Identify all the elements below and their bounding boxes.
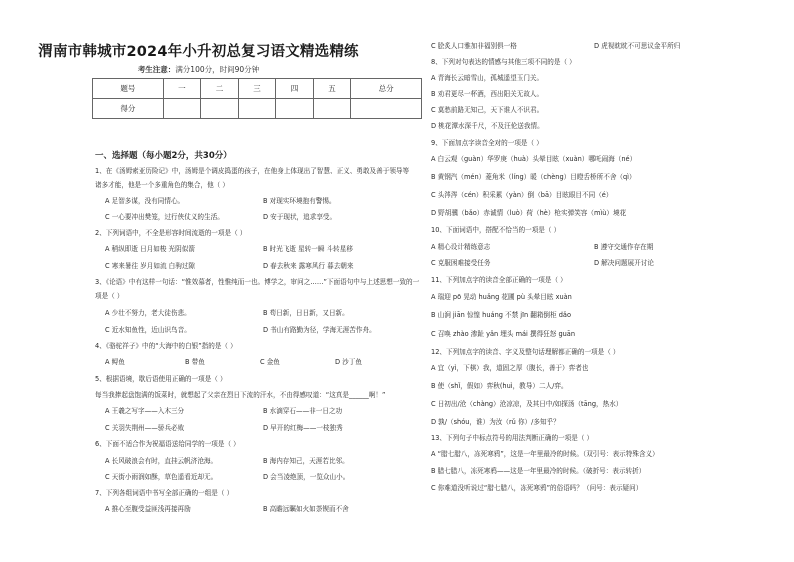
question-stem: 项是（ ） <box>95 292 124 300</box>
answer-option[interactable]: B 水滴穿石——非一日之功 <box>263 407 343 415</box>
answer-option[interactable]: C 头涔涔（cén）积采累（yàn）倒（bā）目眩眼目不同（é） <box>431 191 613 199</box>
answer-option[interactable]: C 莫愁前路无知己，天下谁人不识君。 <box>431 106 544 114</box>
score-input-cell[interactable] <box>163 99 201 119</box>
answer-option[interactable]: C 天街小雨润如酥，草色遥看近却无。 <box>105 473 218 481</box>
answer-option[interactable]: A 少壮不努力，老大徒伤悲。 <box>105 309 191 317</box>
answer-option[interactable]: B 苟日新，日日新，又日新。 <box>263 309 349 317</box>
page-title: 渭南市韩城市2024年小升初总复习语文精选精练 <box>38 44 359 60</box>
question-stem: 6、下面不适合作为祝福语送给同学的一项是（ ） <box>95 440 240 448</box>
score-input-cell[interactable] <box>313 99 351 119</box>
answer-option[interactable]: A 白云观（guàn）华罗庚（huà）头晕目眩（xuàn）哪吒闹海（né） <box>431 155 637 163</box>
answer-option[interactable]: C 近水知鱼性，近山识鸟音。 <box>105 326 191 334</box>
answer-option[interactable]: B 劝君更尽一杯酒，西出阳关无故人。 <box>431 90 544 98</box>
score-table-score-row <box>93 99 422 119</box>
answer-option[interactable]: C 克服困难接受任务 <box>431 259 491 267</box>
question-stem: 4、《骆驼祥子》中的“大海中的白银”指的是（ ） <box>95 342 237 350</box>
score-cell: 三 <box>238 79 276 99</box>
answer-option[interactable]: C 日初出/沧（chàng）沧凉凉，及其日中/如探汤（tāng，热水） <box>431 400 623 408</box>
answer-option[interactable]: A 长风破浪会有时，直挂云帆济沧海。 <box>105 457 218 465</box>
answer-option[interactable]: D 春去秋来 露寒风行 暮去朝来 <box>263 262 354 270</box>
score-cell: 得分 <box>93 99 164 119</box>
answer-option[interactable]: B 黄钢汽（mén）菱角米（líng）暖（chèng）目瞪舌桥所不舍（qì） <box>431 173 636 181</box>
answer-option[interactable]: A 王羲之写字——入木三分 <box>105 407 185 415</box>
answer-option[interactable]: A 精心设计精练意志 <box>431 243 491 251</box>
answer-option[interactable]: B 对现实环境抱有警惕。 <box>263 197 336 205</box>
question-stem: 2、下列词语中，不全是形容时间流逝的一项是（ ） <box>95 229 247 237</box>
answer-option[interactable]: A 青海长云暗雪山，孤城遥望玉门关。 <box>431 74 544 82</box>
answer-option[interactable]: A 瑞迎 pō 晃动 huǎng 花圃 pù 头晕目眩 xuàn <box>431 293 572 301</box>
question-stem: 1、在《汤姆索亚历险记》中，汤姆是个调皮捣蛋的孩子，在他身上体现出了智慧、正义、勇敢及善于领导等 <box>95 167 410 175</box>
answer-option[interactable]: A 稍纵即逝 日月如梭 光阴似箭 <box>105 245 195 253</box>
answer-option[interactable]: A 足智多谋，没有同情心。 <box>105 197 185 205</box>
answer-option[interactable]: B 使（shǐ，假如）弈秋(huì，教导）二人/弈。 <box>431 382 568 390</box>
answer-option[interactable]: D 桃花潭水深千尺，不及汪伦送我情。 <box>431 122 544 130</box>
question-stem: 3、《论语》中有这样一句话：“惟效慕者，性惟纯而一也。博学之，审问之……”下面语句中与上述思想一致的一 <box>95 278 420 286</box>
answer-option[interactable]: D 早开的红梅——一枝独秀 <box>263 424 343 432</box>
score-cell: 题号 <box>93 79 164 99</box>
answer-option[interactable]: D 会当凌绝顶，一览众山小。 <box>263 473 350 481</box>
exam-notice <box>0 64 397 75</box>
answer-option[interactable]: D 野胡骥（bǎo）赤诚情（luò）荷（hè）枪实弹笑容（mìù）境花 <box>431 209 627 217</box>
answer-option[interactable]: A “腊七腊八，冻死寒鸦”，这是一年里最冷的时候。（双引号：表示特殊含义） <box>431 450 659 458</box>
notice-label: 考生注意： <box>137 65 176 74</box>
question-stem: 11、下列加点字的读音全部正确的一项是（ ） <box>431 276 567 284</box>
question-stem: 12、下列加点字的读音、字义及整句话理解都正确的一项是（ ） <box>431 348 620 356</box>
answer-option[interactable]: D 孰/（shóu，谁）为汝（rǔ 你）/多知乎？ <box>431 418 560 426</box>
question-stem: 5、根据语境，歇后语使用正确的一项是（ ） <box>95 375 227 383</box>
question-stem: 13、下列句子中标点符号的用法判断正确的一项是（ ） <box>431 434 594 442</box>
score-table-header-row <box>93 79 422 99</box>
question-stem: 10、下面词语中，搭配不恰当的一项是（ ） <box>431 226 561 234</box>
question-stem: 9、下面加点字读音全对的一项是（ ） <box>431 139 543 147</box>
score-cell: 二 <box>201 79 239 99</box>
answer-option[interactable]: C 召唤 zhào 渗趾 yǎn 埋头 mái 撰得狂怒 guān <box>431 330 576 338</box>
score-cell: 四 <box>276 79 314 99</box>
score-input-cell[interactable] <box>238 99 276 119</box>
score-cell: 总分 <box>351 79 422 99</box>
answer-option[interactable]: C 关羽失荆州——骄兵必败 <box>105 424 185 432</box>
answer-option[interactable]: C 寒来暑往 岁月如流 白驹过隙 <box>105 262 196 270</box>
answer-option[interactable]: B 带鱼 <box>185 358 205 366</box>
question-stem: 诸多才能，他是一个多重角色的集合，他（ ） <box>95 181 229 189</box>
question-stem: 每当我捧起盘饱满的饭菜时，就想起了父亲在烈日下流的汗水，不由得感叹道：“这真是______啊！” <box>95 391 386 399</box>
score-cell: 一 <box>163 79 201 99</box>
question-stem: 8、下列对句表达的情感与其他三项不同的是（ ） <box>431 58 576 66</box>
answer-option[interactable]: B 时光飞逝 星转一瞬 斗转星移 <box>263 245 353 253</box>
score-cell: 五 <box>313 79 351 99</box>
answer-option[interactable]: A 宜（yì，下棋）我，道固之厚（腹长，善于）弈者也 <box>431 364 589 372</box>
answer-option[interactable]: C 你难道没听说过“腊七腊八，冻死寒鸦”的俗语吗？（问号：表示疑问） <box>431 484 643 492</box>
answer-option[interactable]: B 遵守交通作存在期 <box>594 243 654 251</box>
answer-option[interactable]: D 书山有路勤为径，学海无涯苦作舟。 <box>263 326 376 334</box>
answer-option[interactable]: D 虎视眈眈不可思议金平所归 <box>594 42 681 50</box>
answer-option[interactable]: C 一心要冲出樊笼，过行侠仗义的生活。 <box>105 213 224 221</box>
answer-option[interactable]: A 推心至腹受益匪浅再接再励 <box>105 505 191 513</box>
score-input-cell[interactable] <box>276 99 314 119</box>
notice-text: 满分100分，时间90分钟 <box>175 65 260 74</box>
answer-option[interactable]: D 沙丁鱼 <box>335 358 362 366</box>
section-heading: 一、选择题（每小题2分，共30分） <box>95 151 232 161</box>
answer-option[interactable]: A 鲟鱼 <box>105 358 125 366</box>
answer-option[interactable]: B 山涧 jiān 惊惶 huáng 不禁 jīn 翻箱倒柜 dǎo <box>431 311 571 319</box>
question-stem: C 脍炙人口雅加非福别俱一格 <box>431 42 517 50</box>
answer-option[interactable]: D 安于现状，追求享受。 <box>263 213 337 221</box>
score-table <box>92 78 422 119</box>
answer-option[interactable]: B 高瞻远瞩如火如荼锲而不舍 <box>263 505 349 513</box>
score-input-cell[interactable] <box>201 99 239 119</box>
answer-option[interactable]: D 解决问题展开讨论 <box>594 259 654 267</box>
answer-option[interactable]: B 腊七腊八，冻死寒鸦——这是一年里最冷的时候。（破折号：表示转折） <box>431 467 646 475</box>
answer-option[interactable]: B 海内存知己，天涯若比邻。 <box>263 457 349 465</box>
score-input-cell[interactable] <box>351 99 422 119</box>
question-stem: 7、下列各组词语中书写全部正确的一组是（ ） <box>95 489 234 497</box>
answer-option[interactable]: C 金鱼 <box>260 358 280 366</box>
